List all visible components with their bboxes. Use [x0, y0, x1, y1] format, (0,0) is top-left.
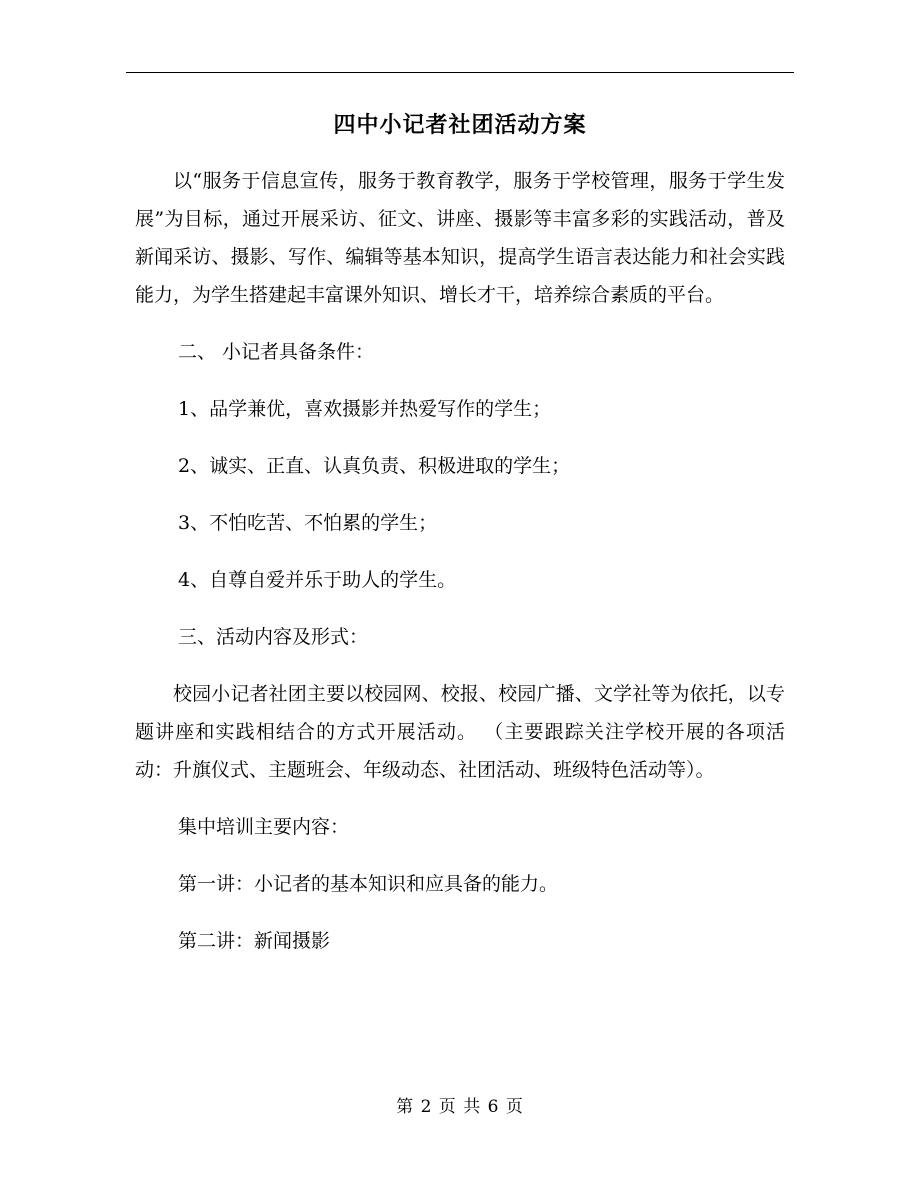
section-three-heading: 三、活动内容及形式： [178, 626, 369, 648]
lecture-item-1: 第一讲：小记者的基本知识和应具备的能力。 [178, 873, 559, 895]
training-heading: 集中培训主要内容： [178, 816, 350, 838]
intro-paragraph: 以“服务于信息宣传，服务于教育教学，服务于学校管理，服务于学生发展”为目标，通过开展采访、征文、讲座、摄影等丰富多彩的实践活动，普及新闻采访、摄影、写作、编辑等基本知识，提高学生语言表达能力和社会实践能力，为学生搭建起丰富课外知识、增长才干，培养综合素质的平台。 [135, 170, 785, 306]
document-title: 四中小记者社团活动方案 [333, 112, 587, 138]
header-rule [126, 72, 794, 73]
condition-item-4: 4、自尊自爱并乐于助人的学生。 [178, 569, 457, 591]
page-footer: 第 2 页 共 6 页 [396, 1097, 524, 1117]
activity-paragraph: 校园小记者社团主要以校园网、校报、校园广播、文学社等为依托，以专题讲座和实践相结合的方式开展活动。 （主要跟踪关注学校开展的各项活动：升旗仪式、主题班会、年级动态、社团活动、班级特色活动等）。 [135, 683, 785, 781]
condition-item-3: 3、不怕吃苦、不怕累的学生； [178, 512, 438, 534]
section-two-heading: 二、 小记者具备条件： [178, 341, 375, 363]
lecture-item-2: 第二讲：新闻摄影 [178, 930, 331, 952]
condition-item-1: 1、品学兼优，喜欢摄影并热爱写作的学生； [178, 398, 552, 420]
document-body [135, 162, 785, 960]
condition-item-2: 2、诚实、正直、认真负责、积极进取的学生； [178, 455, 571, 477]
